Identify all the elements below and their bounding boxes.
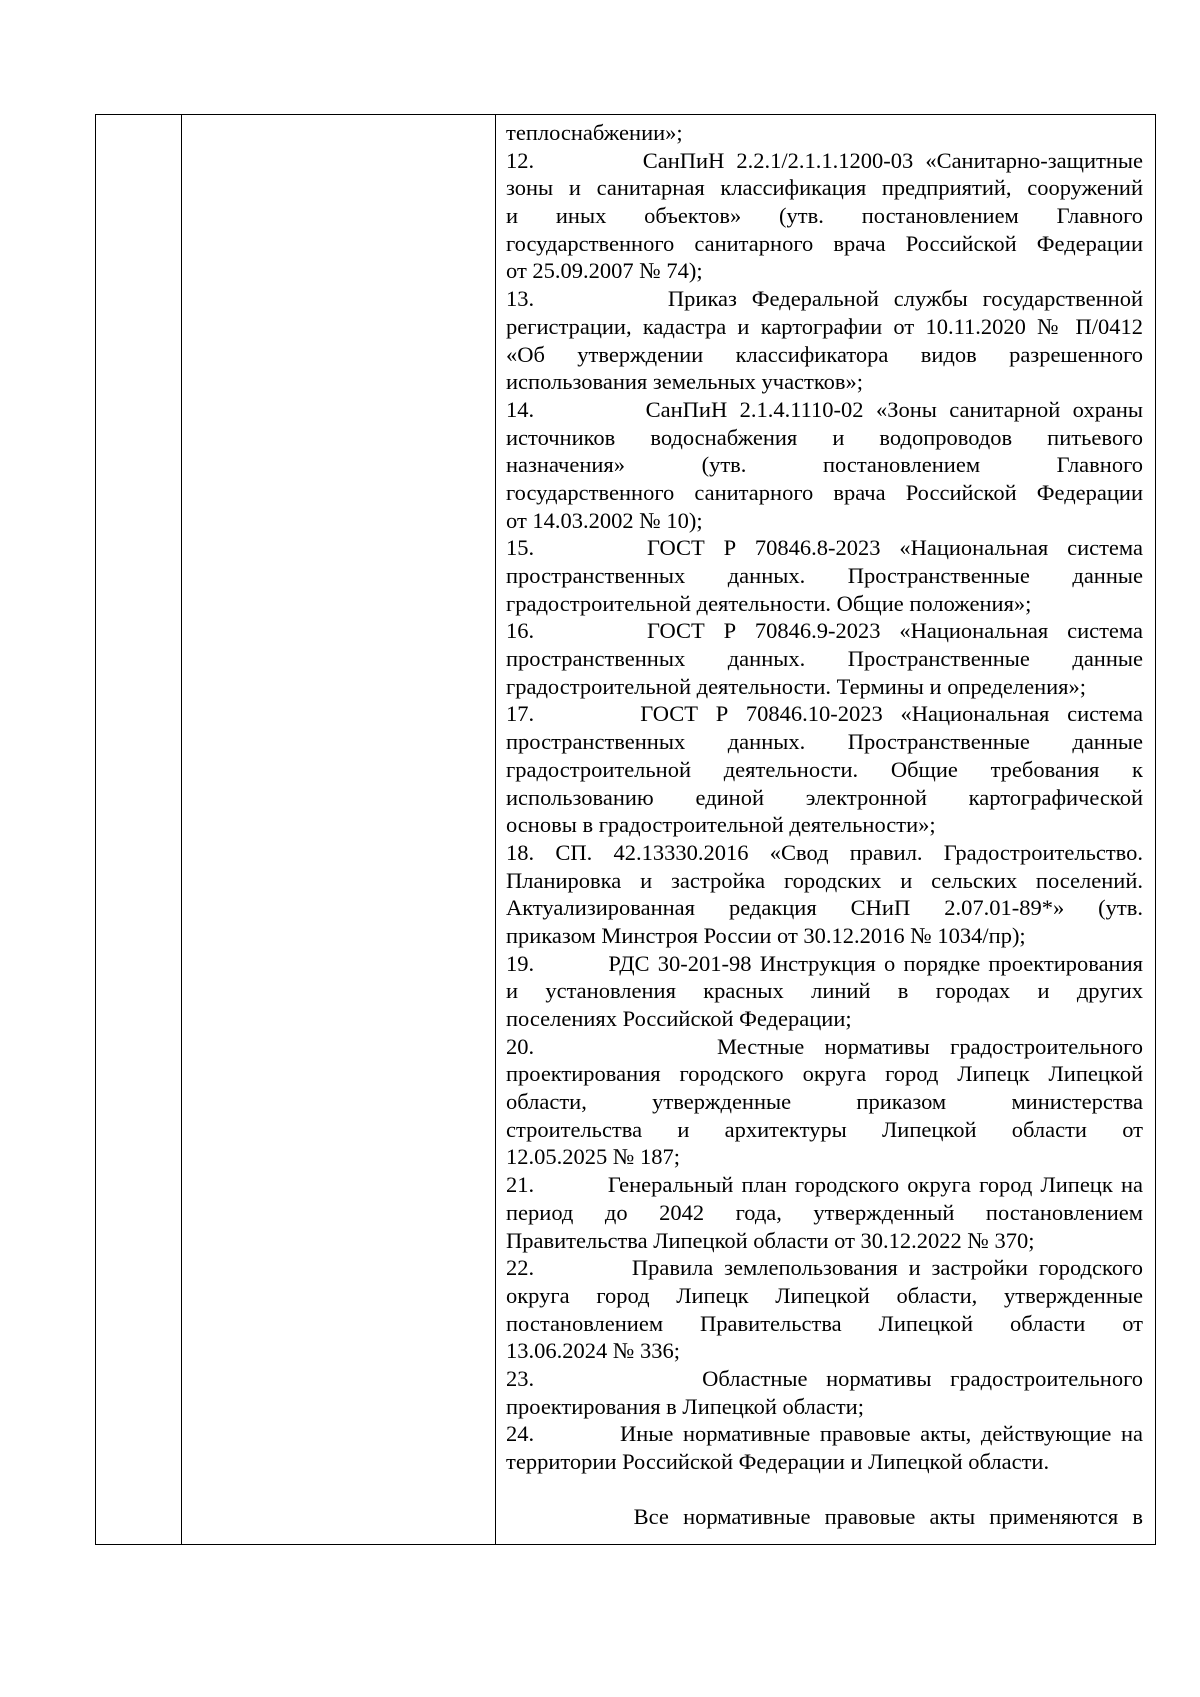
text-line: 23. Областные нормативы градостроительного [506, 1365, 1143, 1391]
text-line: регистрации, кадастра и картографии от 10.11.2020 № П/0412 [506, 313, 1143, 339]
text-line: «Об утверждении классификатора видов разрешенного [506, 341, 1143, 367]
text-line: источников водоснабжения и водопроводов питьевого [506, 424, 1143, 450]
text-line: приказом Минстроя России от 30.12.2016 № 1034/пр); [506, 922, 1026, 948]
text-line [506, 1476, 1143, 1504]
table-row [96, 115, 1156, 1545]
table-cell-empty-first [96, 115, 182, 1545]
text-line: Актуализированная редакция СНиП 2.07.01-89*» (утв. [506, 895, 1143, 921]
text-line: 13. Приказ Федеральной службы государственной [506, 286, 1143, 312]
text-line: 18. СП. 42.13330.2016 «Свод правил. Градостроительство. [506, 839, 1143, 865]
text-line: 20. Местные нормативы градостроительного [506, 1033, 1143, 1059]
text-line: пространственных данных. Пространственные данные [506, 563, 1143, 588]
text-line: пространственных данных. Пространственные данные [506, 729, 1143, 755]
text-line: проектирования в Липецкой области; [506, 1393, 864, 1419]
text-line: градостроительной деятельности. Общие требования к [506, 756, 1143, 782]
text-line: от 14.03.2002 № 10); [506, 507, 703, 533]
text-line: государственного санитарного врача Российской Федерации [506, 230, 1143, 256]
text-line: Планировка и застройка городских и сельских поселений. [506, 867, 1143, 893]
table-cell-empty-second [182, 115, 496, 1545]
text-line: 15. ГОСТ Р 70846.8-2023 «Национальная система [506, 535, 1143, 561]
text-line: период до 2042 года, утвержденный постановлением [506, 1199, 1143, 1225]
text-line: 24. Иные нормативные правовые акты, действующие на [506, 1421, 1143, 1447]
text-line: и иных объектов» (утв. постановлением Главного [506, 203, 1143, 229]
text-line: проектирования городского округа город Липецк Липецкой [506, 1061, 1143, 1087]
text-line: пространственных данных. Пространственные данные [506, 646, 1143, 672]
text-line: использованию единой электронной картографической [506, 784, 1143, 810]
text-line: 22. Правила землепользования и застройки городского [506, 1255, 1143, 1281]
text-line: основы в градостроительной деятельности»; [506, 812, 936, 838]
text-line: территории Российской Федерации и Липецкой области. [506, 1449, 1050, 1474]
text-line: Правительства Липецкой области от 30.12.2022 № 370; [506, 1227, 1035, 1253]
text-line: поселениях Российской Федерации; [506, 1006, 852, 1031]
text-line: 17. ГОСТ Р 70846.10-2023 «Национальная система [506, 701, 1143, 727]
text-line: государственного санитарного врача Российской Федерации [506, 479, 1143, 505]
text-line: 13.06.2024 № 336; [506, 1338, 680, 1364]
text-line: и установления красных линий в городах и других [506, 978, 1143, 1004]
text-line: Все нормативные правовые акты применяются в [506, 1504, 1143, 1530]
table-cell-content [496, 115, 1156, 1545]
normative-acts-list [496, 115, 1155, 1531]
text-line: 21. Генеральный план городского округа город Липецк на [506, 1172, 1143, 1198]
text-line: 14. СанПиН 2.1.4.1110-02 «Зоны санитарной охраны [506, 396, 1143, 422]
text-line: 12. СанПиН 2.2.1/2.1.1.1200-03 «Санитарно-защитные [506, 147, 1143, 173]
text-line: теплоснабжении»; [506, 120, 683, 145]
text-line: 19. РДС 30-201-98 Инструкция о порядке проектирования [506, 950, 1143, 976]
text-line: назначения» (утв. постановлением Главного [506, 452, 1143, 478]
text-line: от 25.09.2007 № 74); [506, 258, 703, 284]
text-line: использования земельных участков»; [506, 369, 864, 395]
text-line: 16. ГОСТ Р 70846.9-2023 «Национальная система [506, 618, 1143, 644]
text-line: 12.05.2025 № 187; [506, 1144, 680, 1170]
text-line: округа город Липецк Липецкой области, утвержденные [506, 1282, 1143, 1308]
text-line: градостроительной деятельности. Термины и определения»; [506, 673, 1087, 699]
text-line: области, утвержденные приказом министерства [506, 1089, 1143, 1115]
document-table [95, 114, 1156, 1545]
text-line: строительства и архитектуры Липецкой области от [506, 1116, 1143, 1142]
text-line: градостроительной деятельности. Общие положения»; [506, 590, 1032, 616]
text-line: постановлением Правительства Липецкой области от [506, 1310, 1143, 1336]
text-line: зоны и санитарная классификация предприятий, сооружений [506, 175, 1143, 201]
